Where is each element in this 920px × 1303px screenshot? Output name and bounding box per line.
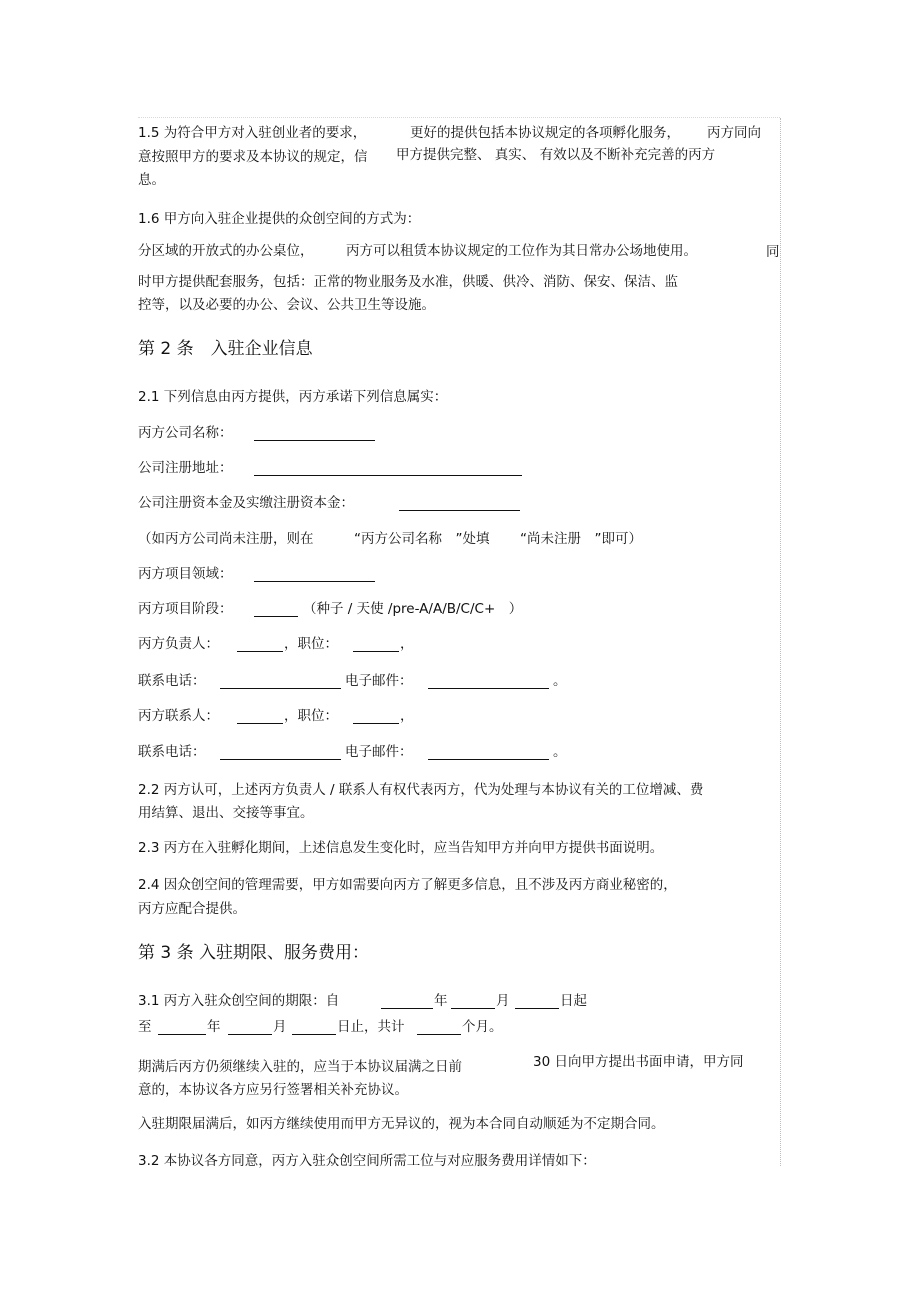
blank-reg-capital bbox=[399, 510, 520, 511]
renewal-line1a: 期满后丙方仍须继续入驻的，应当于本协议届满之日前 bbox=[138, 1059, 462, 1075]
label-leader: 丙方负责人： bbox=[138, 636, 219, 652]
label-end-month: 月 bbox=[273, 1019, 287, 1035]
label-contact-phone: 联系电话： bbox=[138, 744, 206, 760]
label-start-day: 日起 bbox=[560, 993, 587, 1009]
label-project-stage: 丙方项目阶段： bbox=[138, 601, 233, 617]
leader-comma: ， bbox=[400, 636, 414, 652]
blank-start-year bbox=[381, 1008, 433, 1009]
label-to: 至 bbox=[138, 1019, 152, 1035]
clause-1-6-line1b: 丙方可以租赁本协议规定的工位作为其日常办公场地使用。 bbox=[346, 243, 697, 259]
blank-leader bbox=[237, 651, 283, 652]
blank-total-months bbox=[417, 1034, 461, 1035]
blank-reg-address bbox=[254, 475, 522, 476]
blank-start-day bbox=[515, 1008, 559, 1009]
renewal-line2: 意的，本协议各方应另行签署相关补充协议。 bbox=[138, 1082, 408, 1098]
clause-1-5-line3: 息。 bbox=[138, 172, 165, 188]
blank-contact-email bbox=[428, 759, 549, 760]
section-3-heading: 第 3 条 入驻期限、服务费用： bbox=[138, 943, 370, 963]
blank-end-year bbox=[158, 1034, 206, 1035]
label-contact-position: ，职位： bbox=[284, 708, 338, 724]
blank-end-month bbox=[228, 1034, 272, 1035]
blank-project-stage bbox=[254, 616, 298, 617]
blank-start-month bbox=[451, 1008, 495, 1009]
note-part-b: “丙方公司名称 ”处填 bbox=[354, 531, 490, 547]
clause-2-4-line2: 丙方应配合提供。 bbox=[138, 901, 246, 917]
clause-1-5-line1b: 更好的提供包括本协议规定的各项孵化服务， bbox=[410, 125, 680, 141]
clause-1-5-line1c: 丙方同向 bbox=[707, 125, 761, 141]
clause-3-2: 3.2 本协议各方同意，丙方入驻众创空间所需工位与对应服务费用详情如下： bbox=[138, 1153, 596, 1169]
label-contact-email: 电子邮件： bbox=[345, 744, 413, 760]
clause-2-4-line1: 2.4 因众创空间的管理需要，甲方如需要向丙方了解更多信息，且不涉及丙方商业秘密的， bbox=[138, 877, 677, 893]
blank-leader-position bbox=[353, 651, 399, 652]
label-contact: 丙方联系人： bbox=[138, 708, 219, 724]
clause-1-5-line2b: 甲方提供完整、 真实、 有效以及不断补充完善的丙方 bbox=[396, 147, 716, 163]
clause-1-5-line1a: 1.5 为符合甲方对入驻创业者的要求， bbox=[138, 125, 367, 141]
clause-1-6-line1c: 同 bbox=[766, 244, 780, 260]
clause-1-6-line1a: 分区域的开放式的办公桌位， bbox=[138, 243, 314, 259]
label-total-months: 个月。 bbox=[462, 1019, 503, 1035]
label-reg-address: 公司注册地址： bbox=[138, 460, 233, 476]
blank-end-day bbox=[292, 1034, 336, 1035]
note-part-a: （如丙方公司尚未注册，则在 bbox=[138, 531, 314, 547]
blank-leader-email bbox=[428, 688, 549, 689]
label-leader-email: 电子邮件： bbox=[345, 673, 413, 689]
label-start-month: 月 bbox=[496, 993, 510, 1009]
clause-2-2-line1: 2.2 丙方认可，上述丙方负责人 / 联系人有权代表丙方，代为处理与本协议有关的工位增减、费 bbox=[138, 782, 704, 798]
blank-contact bbox=[237, 723, 283, 724]
clause-2-1: 2.1 下列信息由丙方提供，丙方承诺下列信息属实： bbox=[138, 389, 448, 405]
label-project-field: 丙方项目领域： bbox=[138, 566, 233, 582]
label-company-name: 丙方公司名称： bbox=[138, 425, 233, 441]
clause-2-3: 2.3 丙方在入驻孵化期间，上述信息发生变化时，应当告知甲方并向甲方提供书面说明。 bbox=[138, 840, 664, 856]
note-part-c: “尚未注册 ”即可） bbox=[520, 531, 642, 547]
page-border-top bbox=[138, 117, 780, 118]
page-border-right bbox=[780, 118, 781, 1166]
blank-leader-phone bbox=[220, 688, 341, 689]
project-stage-options: （种子 / 天使 /pre-A/A/B/C/C+ ） bbox=[303, 601, 523, 617]
label-end-day: 日止，共计 bbox=[337, 1019, 405, 1035]
label-start-year: 年 bbox=[434, 993, 448, 1009]
leader-period: 。 bbox=[553, 673, 567, 689]
label-end-year: 年 bbox=[207, 1019, 221, 1035]
section-2-heading: 第 2 条 入驻企业信息 bbox=[138, 339, 313, 359]
blank-contact-position bbox=[353, 723, 399, 724]
renewal-line1b: 30 日向甲方提出书面申请，甲方同 bbox=[533, 1054, 744, 1070]
clause-1-6-title: 1.6 甲方向入驻企业提供的众创空间的方式为： bbox=[138, 211, 421, 227]
auto-extension: 入驻期限届满后，如丙方继续使用而甲方无异议的，视为本合同自动顺延为不定期合同。 bbox=[138, 1116, 665, 1132]
clause-1-6-line2: 时甲方提供配套服务，包括：正常的物业服务及水准，供暖、供冷、消防、保安、保洁、监 bbox=[138, 274, 678, 290]
clause-1-6-line3: 控等，以及必要的办公、会议、公共卫生等设施。 bbox=[138, 297, 435, 313]
label-leader-phone: 联系电话： bbox=[138, 673, 206, 689]
contact-comma: ， bbox=[400, 708, 414, 724]
contact-period: 。 bbox=[553, 744, 567, 760]
blank-contact-phone bbox=[220, 759, 341, 760]
blank-company-name bbox=[254, 440, 375, 441]
blank-project-field bbox=[254, 581, 375, 582]
clause-2-2-line2: 用结算、退出、交接等事宜。 bbox=[138, 805, 314, 821]
clause-1-5-line2a: 意按照甲方的要求及本协议的规定，信 bbox=[138, 149, 368, 165]
clause-3-1-prefix: 3.1 丙方入驻众创空间的期限：自 bbox=[138, 993, 340, 1009]
label-reg-capital: 公司注册资本金及实缴注册资本金： bbox=[138, 495, 354, 511]
label-leader-position: ，职位： bbox=[284, 636, 338, 652]
